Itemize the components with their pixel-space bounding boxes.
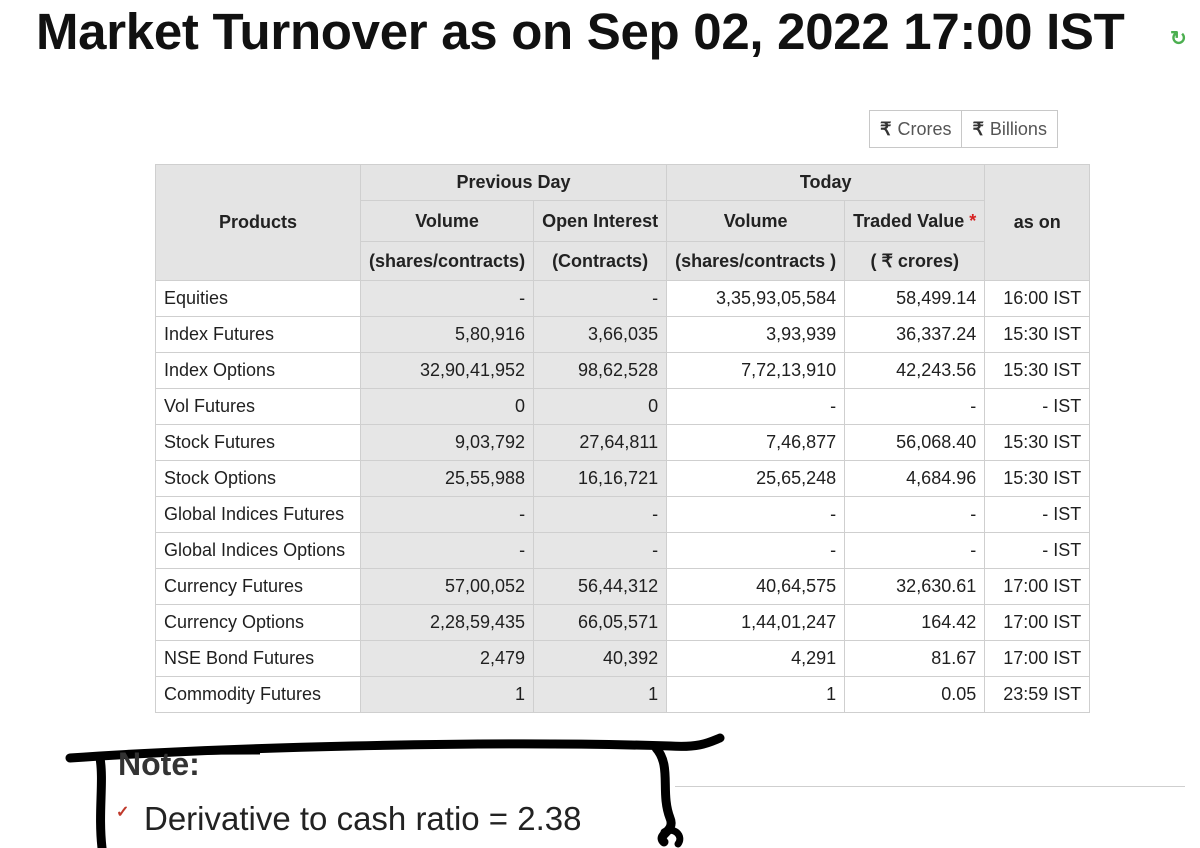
prev-volume-cell: 2,28,59,435 <box>361 605 534 641</box>
prev-volume-cell: - <box>361 497 534 533</box>
product-cell: Vol Futures <box>156 389 361 425</box>
previous-day-header: Previous Day <box>361 165 667 201</box>
traded-value-cell: - <box>845 389 985 425</box>
prev-open-interest-cell: - <box>534 497 667 533</box>
prev-volume-cell: 5,80,916 <box>361 317 534 353</box>
as-on-cell: 15:30 IST <box>985 353 1090 389</box>
prev-open-interest-cell: - <box>534 281 667 317</box>
prev-open-interest-cell: - <box>534 533 667 569</box>
product-cell: Global Indices Options <box>156 533 361 569</box>
open-interest-header: Open Interest <box>534 201 667 242</box>
as-on-cell: 17:00 IST <box>985 569 1090 605</box>
prev-volume-cell: - <box>361 281 534 317</box>
prev-open-interest-cell: 1 <box>534 677 667 713</box>
today-volume-cell: 7,46,877 <box>667 425 845 461</box>
required-star: * <box>969 210 977 231</box>
table-row <box>156 569 1090 605</box>
traded-value-cell: 4,684.96 <box>845 461 985 497</box>
prev-volume-unit: (shares/contracts) <box>361 242 534 281</box>
as-on-cell: 17:00 IST <box>985 605 1090 641</box>
today-volume-cell: - <box>667 389 845 425</box>
billions-unit-label: Billions <box>989 118 1047 139</box>
prev-open-interest-cell: 0 <box>534 389 667 425</box>
note-divider <box>675 786 1185 787</box>
as-on-cell: 23:59 IST <box>985 677 1090 713</box>
today-volume-cell: 3,35,93,05,584 <box>667 281 845 317</box>
as-on-cell: 15:30 IST <box>985 317 1090 353</box>
crores-unit-label: Crores <box>897 118 952 139</box>
product-cell: Equities <box>156 281 361 317</box>
billions-unit-button[interactable] <box>961 111 1056 147</box>
as-on-cell: 15:30 IST <box>985 461 1090 497</box>
prev-open-interest-cell: 56,44,312 <box>534 569 667 605</box>
product-cell: Stock Futures <box>156 425 361 461</box>
today-header: Today <box>667 165 985 201</box>
traded-value-label: Traded Value <box>853 210 965 231</box>
traded-value-cell: 81.67 <box>845 641 985 677</box>
table-row <box>156 353 1090 389</box>
prev-open-interest-cell: 16,16,721 <box>534 461 667 497</box>
prev-open-interest-cell: 27,64,811 <box>534 425 667 461</box>
prev-open-interest-cell: 3,66,035 <box>534 317 667 353</box>
prev-volume-cell: 0 <box>361 389 534 425</box>
traded-value-cell: 32,630.61 <box>845 569 985 605</box>
today-volume-cell: 3,93,939 <box>667 317 845 353</box>
as-on-cell: 16:00 IST <box>985 281 1090 317</box>
table-row <box>156 677 1090 713</box>
as-on-cell: - IST <box>985 497 1090 533</box>
today-volume-cell: 40,64,575 <box>667 569 845 605</box>
prev-open-interest-cell: 98,62,528 <box>534 353 667 389</box>
prev-volume-header: Volume <box>361 201 534 242</box>
today-volume-cell: 4,291 <box>667 641 845 677</box>
table-row <box>156 533 1090 569</box>
derivative-cash-ratio: Derivative to cash ratio = 2.38 <box>144 800 582 837</box>
products-header: Products <box>156 165 361 281</box>
refresh-icon[interactable]: ↻ <box>1170 28 1187 50</box>
traded-value-cell: 36,337.24 <box>845 317 985 353</box>
table-row <box>156 497 1090 533</box>
today-volume-cell: - <box>667 497 845 533</box>
traded-value-cell: 56,068.40 <box>845 425 985 461</box>
prev-volume-cell: 1 <box>361 677 534 713</box>
unit-toggle <box>869 110 1058 148</box>
traded-value-cell: 0.05 <box>845 677 985 713</box>
prev-volume-cell: 25,55,988 <box>361 461 534 497</box>
today-volume-cell: 25,65,248 <box>667 461 845 497</box>
today-volume-cell: 7,72,13,910 <box>667 353 845 389</box>
page-title: Market Turnover as on Sep 02, 2022 17:00 IST <box>36 3 1125 60</box>
traded-value-header <box>845 201 985 242</box>
product-cell: Index Futures <box>156 317 361 353</box>
prev-open-interest-cell: 66,05,571 <box>534 605 667 641</box>
traded-value-cell: 58,499.14 <box>845 281 985 317</box>
prev-volume-cell: 57,00,052 <box>361 569 534 605</box>
crores-unit-text: crores) <box>897 250 959 271</box>
paren-open: ( <box>870 250 877 271</box>
product-cell: Global Indices Futures <box>156 497 361 533</box>
today-volume-cell: 1,44,01,247 <box>667 605 845 641</box>
today-volume-cell: 1 <box>667 677 845 713</box>
table-row <box>156 461 1090 497</box>
today-volume-unit: (shares/contracts ) <box>667 242 845 281</box>
traded-value-cell: - <box>845 533 985 569</box>
as-on-cell: 17:00 IST <box>985 641 1090 677</box>
prev-volume-cell: 2,479 <box>361 641 534 677</box>
prev-volume-cell: 9,03,792 <box>361 425 534 461</box>
product-cell: Index Options <box>156 353 361 389</box>
traded-value-cell: 42,243.56 <box>845 353 985 389</box>
traded-value-cell: 164.42 <box>845 605 985 641</box>
note-section <box>60 732 1200 848</box>
product-cell: Commodity Futures <box>156 677 361 713</box>
crores-unit-button[interactable] <box>870 111 961 147</box>
as-on-cell: 15:30 IST <box>985 425 1090 461</box>
table-row <box>156 641 1090 677</box>
table-row <box>156 389 1090 425</box>
check-icon: ✓ <box>116 804 130 821</box>
as-on-cell: - IST <box>985 533 1090 569</box>
traded-value-unit <box>845 242 985 281</box>
rupee-icon: ₹ <box>881 250 893 271</box>
open-interest-unit: (Contracts) <box>534 242 667 281</box>
table-row <box>156 317 1090 353</box>
today-volume-cell: - <box>667 533 845 569</box>
market-turnover-table <box>155 164 1090 713</box>
prev-volume-cell: - <box>361 533 534 569</box>
prev-open-interest-cell: 40,392 <box>534 641 667 677</box>
note-title: Note: <box>118 746 200 782</box>
as-on-header: as on <box>985 165 1090 281</box>
product-cell: Currency Futures <box>156 569 361 605</box>
table-row <box>156 605 1090 641</box>
today-volume-header: Volume <box>667 201 845 242</box>
table-row <box>156 281 1090 317</box>
rupee-icon: ₹ <box>880 118 892 139</box>
rupee-icon: ₹ <box>972 118 984 139</box>
traded-value-cell: - <box>845 497 985 533</box>
as-on-cell: - IST <box>985 389 1090 425</box>
table-row <box>156 425 1090 461</box>
product-cell: Stock Options <box>156 461 361 497</box>
product-cell: NSE Bond Futures <box>156 641 361 677</box>
product-cell: Currency Options <box>156 605 361 641</box>
prev-volume-cell: 32,90,41,952 <box>361 353 534 389</box>
